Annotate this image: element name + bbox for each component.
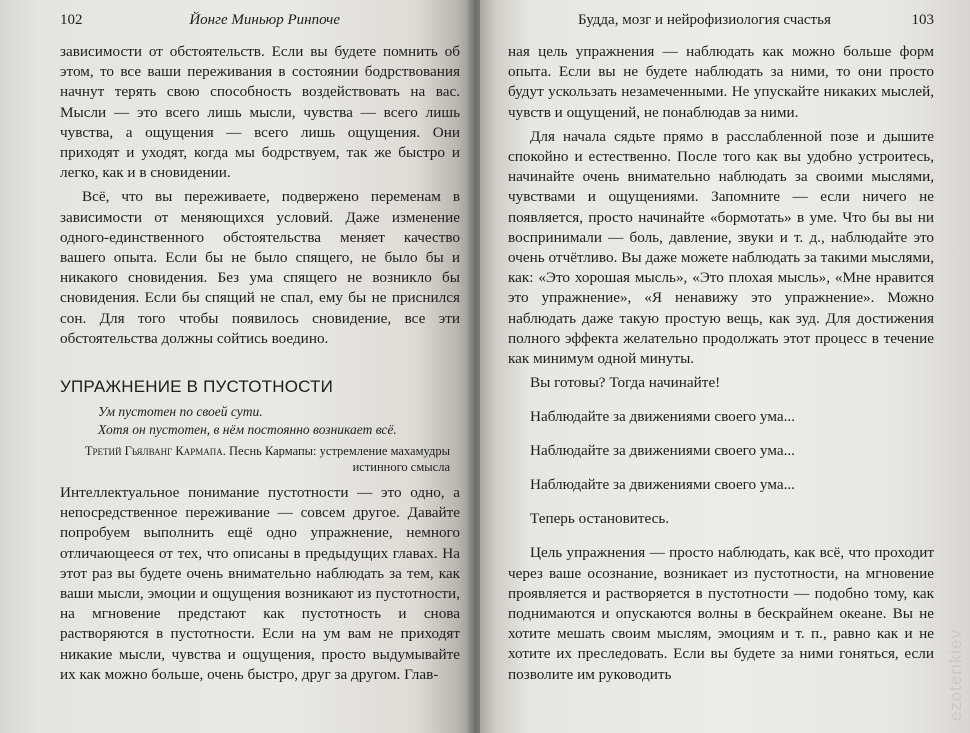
epigraph-source — [60, 443, 450, 475]
right-page-header — [508, 12, 934, 34]
paragraph: зависимости от обстоятельств. Если вы будете помнить об этом, то все ваши переживания в состоянии бодрствования начнут терять свою способность воздействовать на вас. Мысли — это всего лишь мысли, чувства — всего лишь чувства, а ощущения — всего лишь ощущения. Они приходят и уходят, когда мы бодрствуем, так же быстро и легко, как и в сновидении. — [60, 43, 460, 182]
paragraph: ная цель упражнения — наблюдать как можно больше форм опыта. Если вы не будете наблюдать за ними, то они просто будут ускользать незамеченными. Не упускайте никаких мыслей, чувств и ощущений, не понаблюдав за ними. — [508, 43, 934, 121]
paragraph: Всё, что вы переживаете, подвержено переменам в зависимости от меняющихся условий. Даже изменение одного-единственного обстоятельства меняет качество вашего опыта. Если бы не было спящего, не было бы и никакого сновидения. Без ума спящего не возникло бы сновидения. Если бы спящий не спал, ему бы не приснился сон. Для того чтобы появилось сновидение, все эти обстоятельства должны сойтись воедино. — [60, 188, 460, 347]
left-page-header — [60, 12, 460, 34]
paragraph: Интеллектуальное понимание пустотности — это одно, а непосредственное переживание — совсем другое. Давайте попробуем выполнить ещё одно упражнение, немного отличающееся от тех, что описаны в предыдущих главах. На этот раз вы будете очень внимательно наблюдать за тем, как ваши мысли, эмоции и ощущения возникают из пустотности, на мгновение предстают как пустотность и снова растворяются в пустотности. Если на ум вам не приходят никакие мысли, чувства и ощущения, просто выдумывайте их как можно больше, очень быстро, друг за другом. Глав- — [60, 484, 460, 683]
epigraph — [98, 403, 460, 439]
paragraph: Цель упражнения — просто наблюдать, как всё, что проходит через ваше осознание, возникает из пустотности, на мгновение проявляется и растворяется в пустотности — подобно тому, как поднимаются и опускаются волны в бескрайнем океане. Вы не хотите мешать своим мыслям, эмоциям и т. п., равно как и не хотите их преследовать. Если вы будете за ними гоняться, если позволите им руководить — [508, 544, 934, 683]
observe-line: Наблюдайте за движениями своего ума... — [530, 442, 795, 460]
left-page — [0, 0, 472, 733]
running-title: Будда, мозг и нейрофизиология счастья — [578, 12, 831, 28]
observe-line: Наблюдайте за движениями своего ума... — [530, 408, 795, 426]
epigraph-line: Ум пустотен по своей сути. — [98, 404, 263, 420]
page-number: 103 — [911, 12, 934, 28]
right-page — [480, 0, 970, 733]
observe-line: Наблюдайте за движениями своего ума... — [530, 476, 795, 494]
section-heading: УПРАЖНЕНИЕ В ПУСТОТНОСТИ — [60, 377, 334, 397]
page-number: 102 — [60, 12, 83, 28]
stop-line: Теперь остановитесь. — [530, 510, 670, 528]
epigraph-line: Хотя он пустотен, в нём постоянно возникает всё. — [98, 422, 397, 438]
ready-line: Вы готовы? Тогда начинайте! — [530, 374, 721, 392]
epigraph-author: Третий Гьялванг Кармапа. — [84, 444, 226, 459]
watermark: ezoterikiev — [946, 628, 965, 721]
running-title: Йонге Миньюр Ринпоче — [189, 12, 340, 28]
paragraph: Для начала сядьте прямо в расслабленной позе и дышите спокойно и естественно. После того как вы удобно устроитесь, начинайте очень внимательно наблюдать за своими мыслями, чувствами и ощущениями. Запомните — если ничего не появляется, просто начинайте «бормотать» в уме. Что бы вы ни воспринимали — боль, давление, звуки и т. д., наблюдайте это очень отчётливо. Вы даже можете наблюдать за такими мыслями, как: «Это хорошая мысль», «Это плохая мысль», «Мне нравится это упражнение», «Я ненавижу это упражнение». Можно наблюдать даже такую простую вещь, как зуд. Для достижения полного эффекта желательно продолжать этот процесс в течение как минимум одной минуты. — [508, 127, 934, 368]
epigraph-work: Песнь Кармапы: устремление махамудры истинного смысла — [229, 444, 450, 475]
